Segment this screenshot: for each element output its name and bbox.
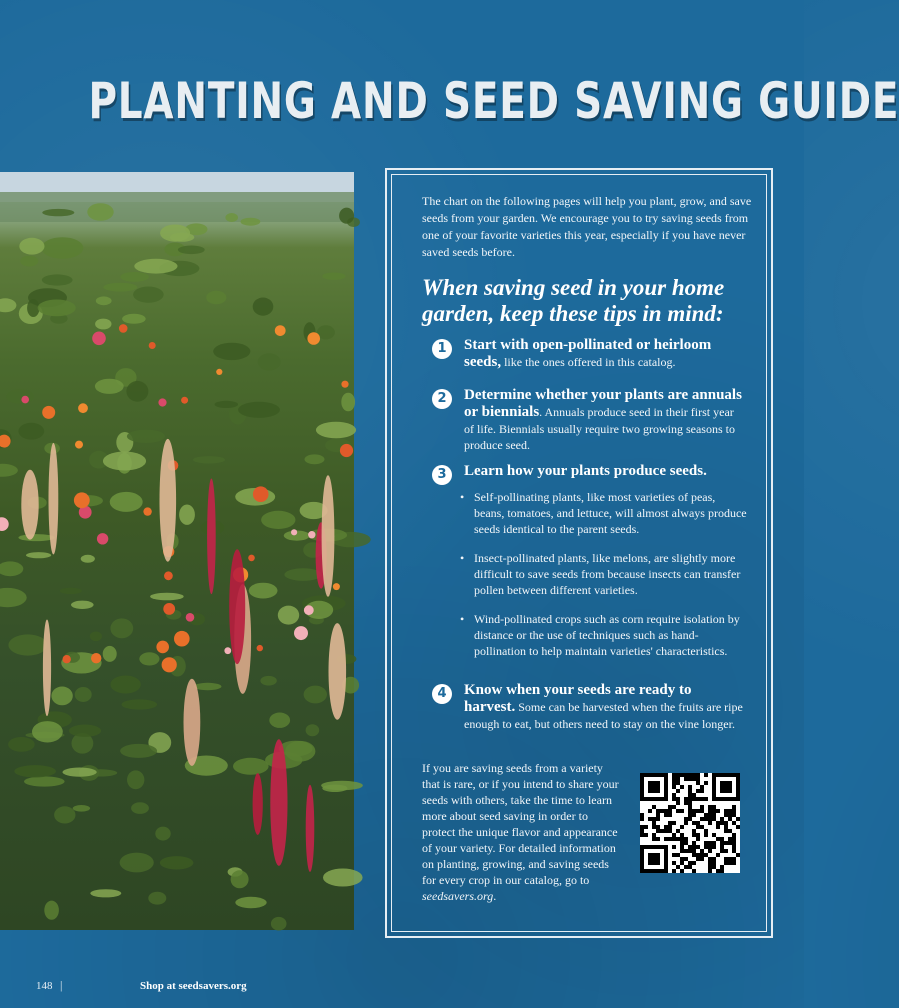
seedsavers-link[interactable]: seedsavers.org	[422, 889, 494, 903]
number-3-icon: 3	[432, 465, 452, 485]
tip-text: like the ones offered in this catalog.	[501, 355, 676, 369]
list-item: • Self-pollinating plants, like most varieties of peas, beans, tomatoes, and lettuce, will almost always produce seeds identical to the parent seeds.	[458, 489, 748, 537]
tip-title: Know when your seeds are ready to harvest.	[464, 682, 692, 715]
pollination-list	[458, 489, 748, 672]
number-1-icon: 1	[432, 339, 452, 359]
outro-text	[422, 760, 622, 904]
list-item: • Insect-pollinated plants, like melons, are slightly more difficult to save seeds from because insects can transfer pollen between different varieties.	[458, 550, 748, 598]
page-title: PLANTING AND SEED SAVING GUIDE	[88, 72, 899, 130]
list-item: • Wind-pollinated crops such as corn require isolation by distance or the use of techniques such as hand-pollination to help maintain varieties' characteristics.	[458, 611, 748, 659]
tip-title: Determine whether your plants are annuals or biennials	[464, 387, 742, 420]
outro-body: If you are saving seeds from a variety that is rare, or if you intend to share your seeds with others, take the time to learn more about seed saving in order to protect the unique flavor and appearance of your variety. For detailed information on planting, growing, and saving seeds for every crop in our catalog, go to	[422, 761, 619, 887]
qr-code[interactable]	[640, 773, 740, 873]
garden-photo	[0, 172, 354, 930]
shop-link[interactable]: Shop at seedsavers.org	[140, 980, 247, 992]
number-4-icon: 4	[432, 684, 452, 704]
info-panel	[385, 168, 773, 938]
tip-title: Start with open-pollinated or heirloom seeds,	[464, 337, 712, 370]
footer-separator: |	[60, 978, 63, 992]
intro-text: The chart on the following pages will help you plant, grow, and save seeds from your garden. We encourage you to try saving seeds from one of your favorite varieties this year, especially if you have never saved seeds before.	[422, 194, 752, 259]
tips-heading: When saving seed in your home garden, keep these tips in mind:	[422, 275, 725, 326]
outro-end: .	[493, 889, 497, 903]
tip-text: Some can be harvested when the fruits are ripe enough to eat, but others need to stay on the vine longer.	[464, 700, 743, 731]
tip-text: . Annuals produce seed in their first year of life. Biennials usually require two growing seasons to produce seed.	[464, 405, 735, 452]
page-number: 148	[36, 980, 53, 992]
number-2-icon: 2	[432, 389, 452, 409]
tip-title: Learn how your plants produce seeds.	[464, 463, 707, 479]
